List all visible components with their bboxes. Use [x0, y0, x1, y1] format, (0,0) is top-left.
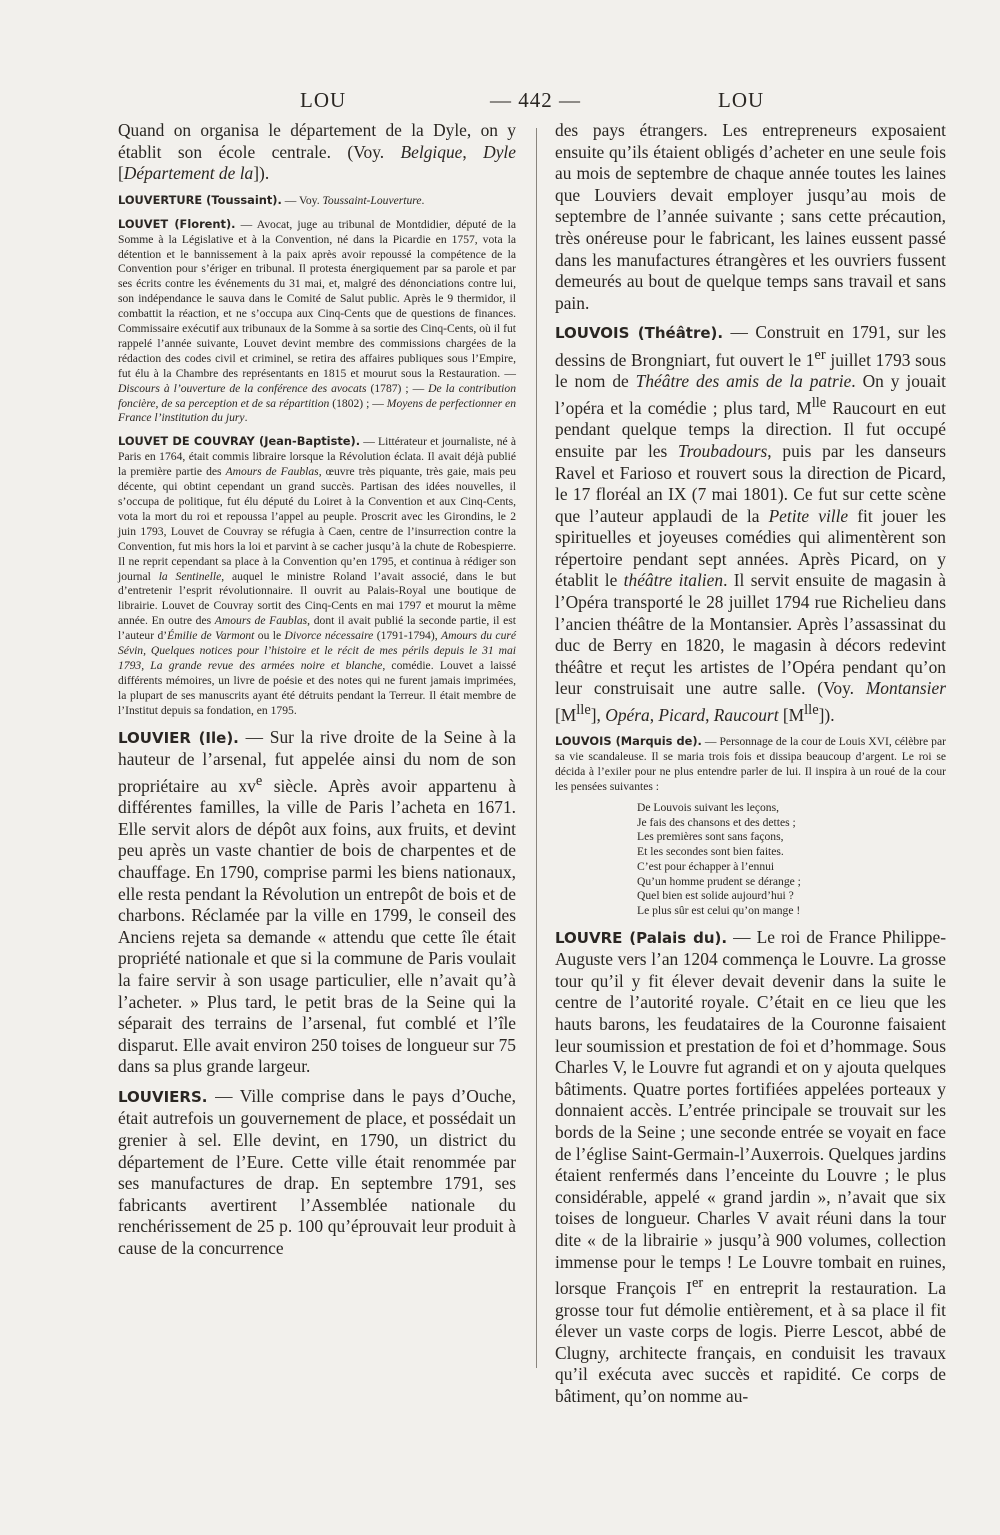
poem-line: De Louvois suivant les leçons,	[637, 801, 780, 815]
entry-louvet-de-couvray: LOUVET DE COUVRAY (Jean-Baptiste). — Littérateur et journaliste, né à Paris en 1764, était commis libraire lorsque la Révolution éclata. Il avait déjà publié la première partie des Amours de Faublas, œuvre très piquante, très gaie, mais peu décente, qui obtint cependant un grand succès. Partisan des idées nouvelles, il s’occupa de politique, fut élu député du Loiret à la Convention et aux Cinq-Cents, vota la mort du roi et repoussa l’appel au peuple. Proscrit avec les Girondins, le 2 juin 1793, Louvet de Couvray se réfugia à Caen, centre de l’insurrection contre la Convention, fut mis hors la loi et parvint à se cacher jusqu’à la chute de Robespierre. Il ne reprit cependant sa place à la Convention qu’en 1795, et continua à rédiger son journal la Sentinelle, auquel le ministre Roland l’avait associé, dans le but d’entretenir l’esprit révolutionnaire. Il ouvrit au Palais-Royal une boutique de librairie. Louvet de Couvray sortit des Cinq-Cents en mai 1797 et mourut la même année. En outre des Amours de Faublas, dont il avait publié la seconde partie, il est l’auteur d’Émilie de Varmont ou le Divorce nécessaire (1791-1794), Amours du curé Sévin, Quelques notices pour l’histoire et le récit de mes périls depuis le 31 mai 1793, La grande revue des armées noire et blanche, comédie. Louvet a laissé différents mémoires, un livre de poésie et des notes qui ne furent jamais imprimées, la plupart de ses manuscrits ayant été détruits pendant la Terreur. Il était membre de l’Institut depuis sa fondation, en 1795.	[118, 434, 517, 717]
entry-louvier-ile: LOUVIER (Ile). — Sur la rive droite de la Seine à la hauteur de l’arsenal, fut appelée ainsi du nom de son propriétaire au $xv^e$ siècle. Après avoir appartenu à différentes familles, la ville de Paris l’acheta en 1671. Elle servit alors de dépôt aux foins, aux fruits, et devint peu après un vaste chantier de bois de charpentes et de chauffage. En 1790, comprise parmi les biens nationaux, elle resta pendant la Révolution un entrepôt de bois et de charbons. Réclamée par la ville en 1799, le conseil des Anciens rejeta sa demande « attendu que cette île était propriété nationale et que si la commune de Paris voulait la faire servir à son usage particulier, elle n’avait qu’à l’acheter. » Plus tard, le petit bras de la Seine qui la séparait des terrains de l’arsenal, fut comblé et l’île disparut. Elle avait environ 250 toises de longueur sur 75 dans sa plus grande largeur.	[118, 726, 516, 1077]
entry-headword: LOUVET DE COUVRAY (Jean-Baptiste).	[118, 434, 361, 449]
entry-louvois-theatre: LOUVOIS (Théâtre). — Construit en 1791, sur les dessins de Brongniart, fut ouvert le 1er juillet 1793 sous le nom de Théâtre des amis de la patrie. On y jouait l’opéra et la comédie ; plus tard, $M^{lle}$ Raucourt en eut pendant quelque temps la direction. Il fut occupé ensuite par les Troubadours, puis par les danseurs Ravel et Farioso et rouvert sous la direction de Picard, le 17 floréal an IX (7 mai 1801). Ce fut sur cette scène que l’auteur applaudi de la Petite ville fit jouer les spirituelles et joyeuses comédies qui alimentèrent son répertoire pendant sept années. Après Picard, on y établit le théâtre italien. Il servit ensuite de magasin à l’Opéra transporté le 28 juillet 1794 rue Richelieu dans l’ancien théâtre de la Montansier. Après l’assassinat du duc de Berry en 1820, le magasin à décors redevint théâtre et reçut les artistes de l’Opéra pendant qu’on leur construisait une autre salle. (Voy. Montansier $[M^{lle}]$, Opéra, Picard, Raucourt $[M^{lle}]$).	[555, 322, 946, 725]
right-column	[555, 120, 946, 1408]
entry-headword: LOUVRE (Palais du).	[555, 928, 728, 947]
entry-louverture: LOUVERTURE (Toussaint). — Voy. Toussaint-Louverture.	[118, 192, 425, 207]
left-column	[118, 120, 516, 1260]
entry-headword: LOUVIER (Ile).	[118, 728, 239, 747]
poem-line: Qu’un homme prudent se dérange ;	[637, 874, 801, 888]
entry-headword: LOUVOIS (Marquis de).	[555, 734, 702, 749]
poem-line: C’est pour échapper à l’ennui	[637, 859, 775, 873]
entry-headword: LOUVOIS (Théâtre).	[555, 324, 724, 343]
running-head-right: LOU	[718, 88, 765, 112]
poem-line: Les premières sont sans façons,	[637, 830, 784, 844]
entry-louvois-marquis: LOUVOIS (Marquis de). — Personnage de la cour de Louis XVI, célèbre par sa vie scandaleuse. Il se maria trois fois et dissipa beaucoup d’argent. Le roi se décida à l’exiler pour ne plus entendre parler de lui. Il inspira à un roué de la cour les pensées suivantes :	[555, 734, 946, 794]
entry-louviers: LOUVIERS. — Ville comprise dans le pays d’Ouche, était autrefois un gouvernement de place, et possédait un grenier à sel. Elle devint, en 1790, un district du département de l’Eure. Cette ville était renommée par ses manufactures de drap. En septembre 1791, ses fabricants avertirent l’Assemblée nationale du renchérissement de 25 p. 100 qu’éprouvait leur produit à cause de la concurrence	[118, 1085, 516, 1259]
poem-line: Et les secondes sont bien faites.	[637, 845, 784, 859]
poem-line: Quel bien est solide aujourd’hui ?	[637, 889, 794, 903]
poem-verse	[637, 801, 946, 919]
page-number: — 442 —	[490, 88, 581, 112]
entry-louvre-palais: LOUVRE (Palais du). — Le roi de France Philippe-Auguste vers l’an 1204 commença le Louvre. La grosse tour qu’il y fit élever devait devenir dans la suite le centre de l’autorité royale. C’était en ce lieu que les hauts barons, les feudataires de la Couronne faisaient leur soumission et prestation de foi et d’hommage. Sous Charles V, le Louvre fut agrandi et on y ajouta quelques bâtiments. Quatre portes fortifiées appelées porteaux y donnaient accès. L’entrée principale se trouvait sur les bords de la Seine ; une seconde entrée se voyait en face de l’église Saint-Germain-l’Auxerrois. Quelques jardins étaient renfermés dans l’enceinte du Louvre ; le plus considérable, appelé « grand jardin », n’avait que six toises de longueur. Charles V avait réuni dans la tour dite « de la librairie » jusqu’à 900 volumes, collection immense pour le temps ! Le Louvre tombait en ruines, lorsque François Ier en entreprit la restauration. La grosse tour fut démolie entièrement, et à sa place il fit élever un vaste corps de logis. Pierre Lescot, abbé de Clugny, architecte français, en conduisit les travaux qu’il exécuta avec succès et rapidité. Ce corps de bâtiment, qu’on nomme au-	[555, 926, 946, 1406]
poem-line: Le plus sûr est celui qu’on mange !	[637, 903, 801, 917]
entry-louvet-florent: LOUVET (Florent). — Avocat, juge au tribunal de Montdidier, député de la Somme à la Législative et à la Convention, né dans la Picardie en 1757, vota la détention et le bannissement à la paix après avoir repoussé la compétence de la Convention pour s’ériger en tribunal. Il protesta énergiquement par sa parole et par ses écrits contre les événements du 31 mai, et, malgré des dénonciations contre lui, son indépendance le sauva dans le Comité de Salut public. Après le 9 thermidor, il combattit la réaction, et ne s’occupa aux Cinq-Cents que de questions de finances. Commissaire exécutif aux tribunaux de la Somme à sa sortie des Cinq-Cents, où il fut rappelé l’année suivante, Louvet devint membre des commissions chargées de la rédaction des codes civil et criminel, se retira des affaires publiques sous l’Empire, fut élu à la Chambre des représentants en 1815 et mourut sous la Restauration. — Discours à l’ouverture de la conférence des avocats (1787) ; — De la contribution foncière, de sa perception et de sa répartition (1802) ; — Moyens de perfectionner en France l’institution du jury.	[118, 216, 516, 425]
poem-line: Je fais des chansons et des dettes ;	[637, 815, 796, 829]
running-head-left: LOU	[300, 88, 347, 112]
entry-headword: LOUVET (Florent).	[118, 216, 236, 231]
column-divider	[536, 128, 537, 1368]
entry-headword: LOUVIERS.	[118, 1087, 208, 1106]
entry-dyle-continuation: Quand on organisa le département de la Dyle, on y établit son école centrale. (Voy. Belgique, Dyle [Département de la]).	[118, 120, 516, 184]
entry-headword: LOUVERTURE (Toussaint).	[118, 192, 282, 207]
entry-louviers-continuation: des pays étrangers. Les entrepreneurs exposaient ensuite qu’ils étaient obligés d’acheter en une seule fois au mois de septembre de chaque année toutes les laines que Louviers devait employer jusqu’au mois de septembre de l’année suivante ; sans cette précaution, très onéreuse pour le fabricant, les laines eussent passé dans les manufactures étrangères et les ouvriers fussent demeurés au bout de quelque temps sans travail et sans pain.	[555, 120, 946, 313]
